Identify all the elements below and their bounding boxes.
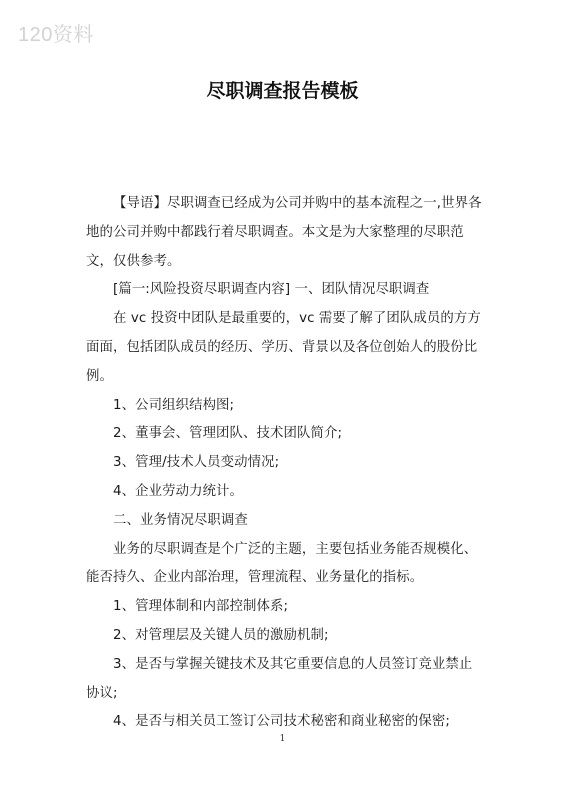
list-item: 1、公司组织结构图; [113,397,235,413]
intro-paragraph: 【导语】尽职调查已经成为公司并购中的基本流程之一,世界各地的公司并购中都践行着尽职调查。本文是为大家整理的尽职范文，仅供参考。 [86,196,482,269]
list-item: 4、企业劳动力统计。 [113,483,244,499]
list-item: 4、是否与相关员工签订公司技术秘密和商业秘密的保密; [113,714,451,730]
business-paragraph: 业务的尽职调查是个广泛的主题，主要包括业务能否规模化、能否持久、企业内部治理，管理流程、业务量化的指标。 [86,541,478,586]
section-heading-team: [篇一:风险投资尽职调查内容] 一、团队情况尽职调查 [113,282,430,298]
document-body [86,190,482,737]
document-title: 尽职调查报告模板 [206,80,359,102]
list-item: 3、是否与掌握关键技术及其它重要信息的人员签订竞业禁止协议; [86,656,473,701]
section-heading-business: 二、业务情况尽职调查 [113,512,248,528]
list-item: 1、管理体制和内部控制体系; [113,599,289,615]
list-item: 2、董事会、管理团队、技术团队简介; [113,426,343,442]
watermark: 120资料 [18,24,94,46]
list-item: 3、管理/技术人员变动情况; [113,455,280,471]
page-number: 1 [279,734,286,744]
team-paragraph: 在 vc 投资中团队是最重要的，vc 需要了解了团队成员的方方面面，包括团队成员的经历、学历、背景以及各位创始人的股份比例。 [86,311,481,384]
list-item: 2、对管理层及关键人员的激励机制; [113,627,329,643]
